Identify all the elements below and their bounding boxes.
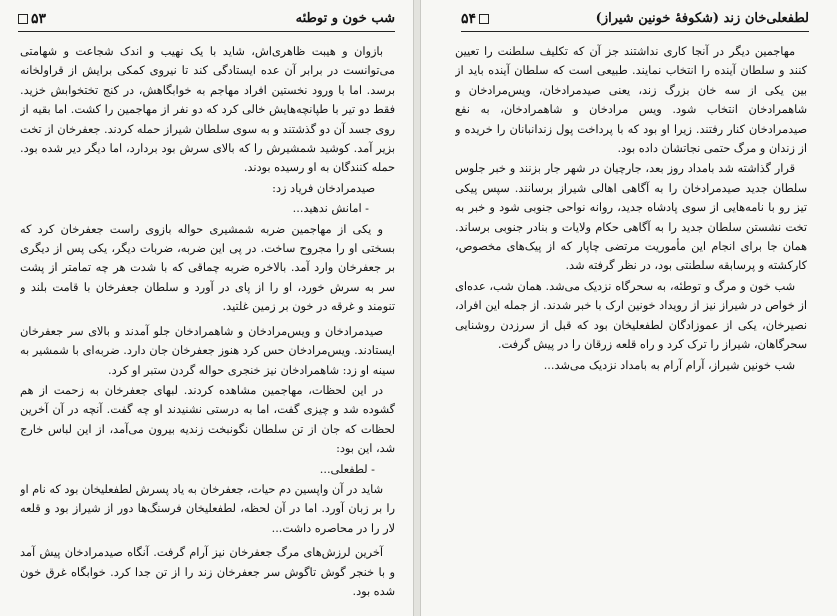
page-number: ۵۳ [18,10,46,28]
paragraph: مهاجمین دیگر در آنجا کاری نداشتند جز آن که تکلیف سلطنت را تعیین کنند و سلطان آینده را انتخاب نمایند. طبیعی است که سلطان آینده باید از بین یکی از سه خان بزرگ زند، یعنی صیدمرادخان، ویس‌مرادخان و شاهمرادخان انتخاب شود. ویس مرادخان و شاهمرادخان، به نفع صیدمرادخان کنار رفتند. زیرا او بود که با پرداخت پول زندانبانان را خریده و از زندان و مرگ حتمی نجاتشان داده بود. [455,45,807,156]
paragraph: شب خونین شیراز، آرام آرام به بامداد نزدیک می‌شد... [543,358,795,372]
paragraph: و یکی از مهاجمین ضربه شمشیری حواله بازوی راست جعفرخان کرد که بسختی او را مجروح ساخت. در پی این ضربه، ضربات دیگر، یکی پس از دیگری بر جعفرخان وارد آمد. بالاخره ضربه چماقی که با شدت هر چه تمامتر از پشت سر به سرش خورد، او را از پای در آورد و سلطان جعفرخان با قامت بلند و تنومند و غرقه در خون بر زمین غلتید. [20,222,395,314]
paragraph: بازوان و هیبت ظاهری‌اش، شاید با یک نهیب و اندک شجاعت و شهامتی می‌توانست در برابر آن عده ایستادگی کند تا نیروی کمکی برایش از قراولخانه برسد. اما با ورود نخستین افراد مهاجم به خوابگاهش، در کنج تختخوابش خزید. فقط دو تیر با طپانچه‌هایش خالی کرد که دو نفر از مهاجمین را کشت. اما بقیه از روی جسد آن دو گذشتند و به سوی سلطان شیراز حمله کردند. جعفرخان از تخت بزیر آمد. کوشید شمشیرش را که بالای سرش بود بردارد، اما دیگر دیر شده بود. حمله کنندگان به او رسیده بودند. [20,45,395,175]
page-header [461,10,809,32]
paragraph: قرار گذاشته شد بامداد روز بعد، جارچیان در شهر جار بزنند و خبر جلوس سلطان جدید صیدمرادخان را به آگاهی اهالی شیراز برسانند. سپس پیکی تیز رو با نامه‌هایی از سوی پادشاه جدید، روانه نواحی جنوبی شود و خبر به تخت نشستن سلطان جدید را به آگاهی حکام ولایات و بنادر جنوبی برساند. همان جا برای انجام این مأموریت مرتضی چاپار که از پیک‌های مخصوص، کارکشته و پرسابقه سلطنتی بود، در نظر گرفته شد. [455,162,807,273]
paragraph: شب خون و مرگ و توطئه، به سحرگاه نزدیک می‌شد. همان شب، عده‌ای از خواص در شیراز نیز از رویداد خونین ارک با خبر شدند. از جمله این افراد، نصیرخان، یکی از عموزادگان لطفعلیخان بود که قبل از سرزدن روشنایی سحرگاهان، شیراز را ترک کرد و راه قلعه زرقان را در پیش گرفت. [455,279,807,352]
paragraph: - امانش ندهید... [292,202,369,216]
page-header [18,10,395,32]
right-page [420,0,837,616]
running-title: شب خون و توطئه [295,11,395,26]
paragraph: در این لحظات، مهاجمین مشاهده کردند. لبهای جعفرخان به زحمت از هم گشوده شد و چیزی گفت، اما به درستی نشنیدند او چه گفت. آنچه در آن آخرین لحظات که جان از تن سلطان نگونبخت زندیه بیرون می‌آمد، از این لباس خارج شد، این بود: [20,383,395,456]
paragraph: صیدمرادخان و ویس‌مرادخان و شاهمرادخان جلو آمدند و بالای سر جعفرخان ایستادند. ویس‌مرادخان حس کرد هنوز جعفرخان جان دارد. ضربه‌ای با شمشیر به سینه او زد: شاهمرادخان نیز خنجری حواله گردن ستبر او کرد. [20,324,395,377]
page-body [20,42,395,608]
square-ornament-icon [18,14,28,24]
square-ornament-icon [479,14,489,24]
running-title: لطفعلی‌خان زند (شکوفهٔ خونین شیراز) [595,11,809,26]
paragraph: آخرین لرزش‌های مرگ جعفرخان نیز آرام گرفت. آنگاه صیدمرادخان پیش آمد و با خنجر گوش تاگوش سر جعفرخان زند را از تن جدا کرد. خوابگاه غرق خون شده بود. [20,546,395,598]
paragraph: - لطفعلی... [319,462,375,476]
left-page [0,0,414,616]
page-number: ۵۴ [461,10,489,28]
paragraph: صیدمرادخان فریاد زد: [272,181,375,195]
page-body [455,42,807,608]
paragraph: شاید در آن واپسین دم حیات، جعفرخان به یاد پسرش لطفعلیخان بود که نام او را بر زبان آورد. اما در آن لحظه، لطفعلیخان فرسنگ‌ها دور از شیراز بود و قلعه لار را در محاصره داشت... [20,482,395,535]
